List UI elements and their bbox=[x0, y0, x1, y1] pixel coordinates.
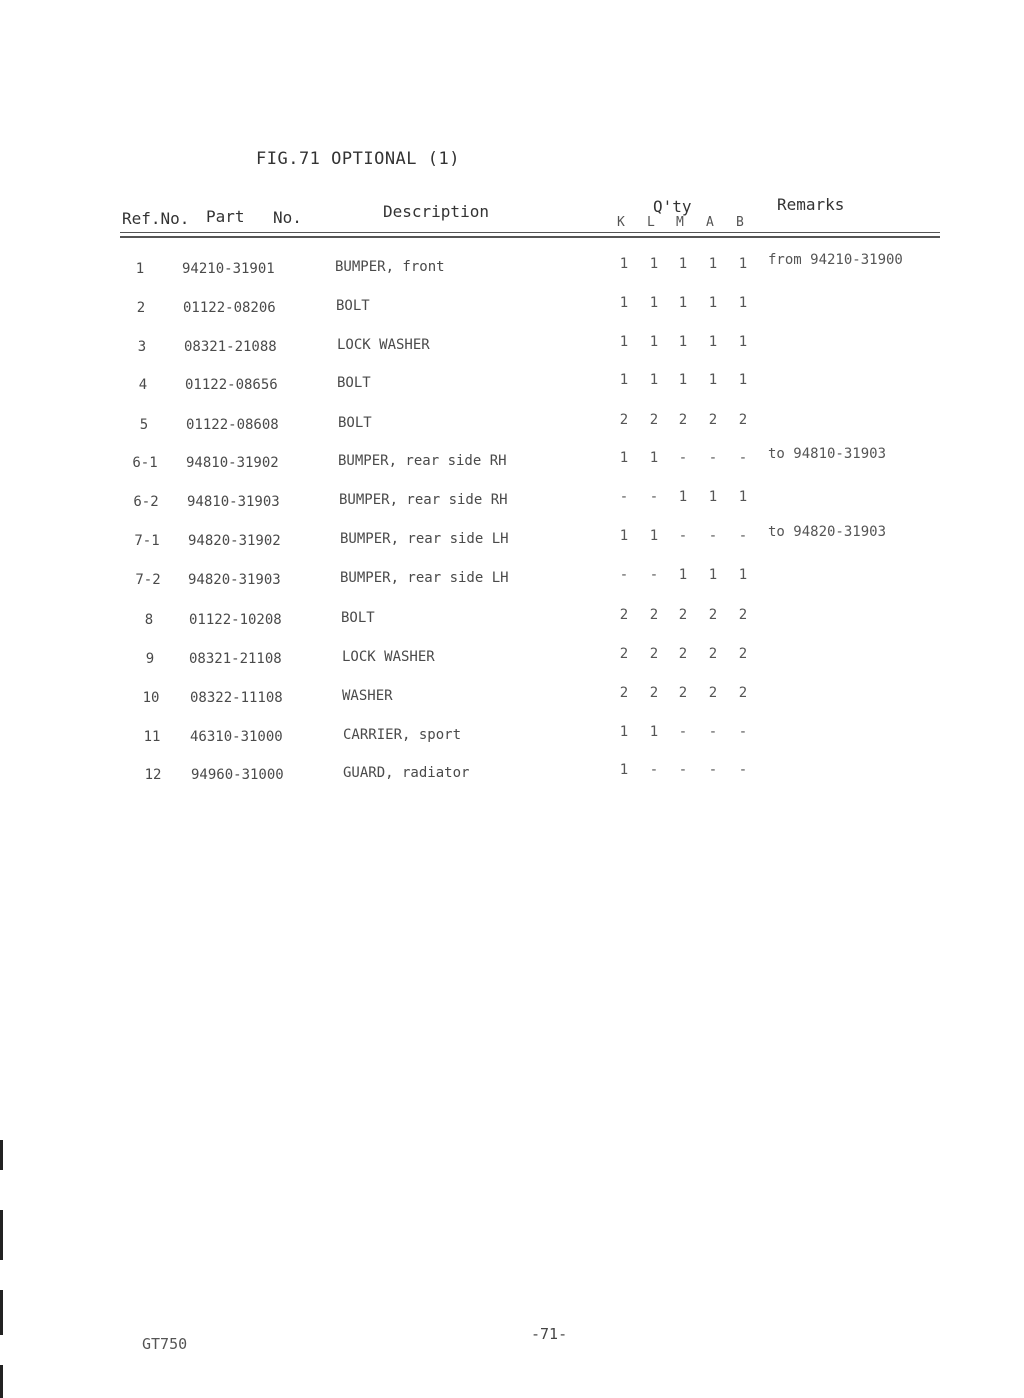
row-qty-l: - bbox=[649, 489, 659, 505]
header-qty: Q'ty bbox=[653, 197, 692, 216]
row-ref-no: 8 bbox=[144, 612, 154, 628]
row-qty-m: 1 bbox=[678, 295, 688, 311]
row-part-no: 94810-31903 bbox=[187, 494, 280, 510]
row-qty-k: 2 bbox=[619, 646, 629, 662]
row-ref-no: 9 bbox=[145, 651, 155, 667]
page-number: -71- bbox=[531, 1325, 568, 1343]
row-qty-b: 2 bbox=[738, 412, 748, 428]
row-qty-a: 1 bbox=[708, 567, 718, 583]
row-part-no: 94210-31901 bbox=[182, 261, 275, 277]
row-qty-k: 1 bbox=[619, 724, 629, 740]
row-qty-a: 1 bbox=[708, 295, 718, 311]
row-part-no: 08321-21108 bbox=[189, 651, 282, 667]
row-qty-a: - bbox=[708, 450, 718, 466]
row-qty-l: 2 bbox=[649, 412, 659, 428]
row-qty-b: 1 bbox=[738, 334, 748, 350]
row-part-no: 01122-08656 bbox=[185, 377, 278, 393]
row-description: LOCK WASHER bbox=[342, 649, 435, 665]
row-part-no: 01122-08206 bbox=[183, 300, 276, 316]
row-qty-m: - bbox=[678, 450, 688, 466]
row-qty-m: - bbox=[678, 762, 688, 778]
row-ref-no: 6-1 bbox=[132, 455, 158, 471]
row-qty-b: - bbox=[738, 724, 748, 740]
row-qty-l: 2 bbox=[649, 646, 659, 662]
row-part-no: 94810-31902 bbox=[186, 455, 279, 471]
row-qty-b: 2 bbox=[738, 646, 748, 662]
row-qty-k: 1 bbox=[619, 762, 629, 778]
row-description: BUMPER, rear side RH bbox=[338, 453, 507, 469]
row-qty-a: 2 bbox=[708, 412, 718, 428]
header-ref-no: Ref.No. bbox=[122, 209, 190, 228]
row-qty-m: 2 bbox=[678, 412, 688, 428]
row-qty-l: - bbox=[649, 762, 659, 778]
row-ref-no: 1 bbox=[135, 261, 145, 277]
row-ref-no: 10 bbox=[142, 690, 160, 706]
row-qty-b: 1 bbox=[738, 295, 748, 311]
row-qty-b: - bbox=[738, 450, 748, 466]
row-qty-a: 2 bbox=[708, 607, 718, 623]
row-ref-no: 11 bbox=[143, 729, 161, 745]
row-qty-k: 1 bbox=[619, 372, 629, 388]
row-ref-no: 4 bbox=[138, 377, 148, 393]
row-description: BOLT bbox=[337, 375, 371, 391]
row-description: CARRIER, sport bbox=[343, 727, 462, 743]
row-ref-no: 5 bbox=[139, 417, 149, 433]
row-qty-l: 1 bbox=[649, 450, 659, 466]
header-remarks: Remarks bbox=[777, 195, 845, 214]
row-part-no: 01122-10208 bbox=[189, 612, 282, 628]
row-description: LOCK WASHER bbox=[337, 337, 430, 353]
row-part-no: 46310-31000 bbox=[190, 729, 283, 745]
scan-edge-mark bbox=[0, 1365, 3, 1398]
qty-col-m: M bbox=[676, 215, 684, 230]
row-description: GUARD, radiator bbox=[343, 765, 470, 781]
row-qty-a: - bbox=[708, 724, 718, 740]
row-description: BOLT bbox=[336, 298, 370, 314]
row-qty-k: 1 bbox=[619, 528, 629, 544]
row-qty-l: 1 bbox=[649, 528, 659, 544]
row-part-no: 08322-11108 bbox=[190, 690, 283, 706]
scan-edge-mark bbox=[0, 1140, 3, 1170]
row-qty-a: - bbox=[708, 528, 718, 544]
row-qty-k: 1 bbox=[619, 450, 629, 466]
row-ref-no: 3 bbox=[137, 339, 147, 355]
qty-col-a: A bbox=[706, 215, 714, 230]
row-qty-l: - bbox=[649, 567, 659, 583]
row-ref-no: 7-2 bbox=[135, 572, 161, 588]
row-ref-no: 7-1 bbox=[134, 533, 160, 549]
row-part-no: 08321-21088 bbox=[184, 339, 277, 355]
row-description: BUMPER, rear side LH bbox=[340, 570, 509, 586]
row-description: BUMPER, front bbox=[335, 259, 445, 275]
footer-model: GT750 bbox=[142, 1335, 188, 1353]
header-rule-bottom bbox=[120, 236, 940, 238]
row-description: BOLT bbox=[341, 610, 375, 626]
row-qty-l: 1 bbox=[649, 256, 659, 272]
row-qty-b: 1 bbox=[738, 256, 748, 272]
row-qty-b: 1 bbox=[738, 489, 748, 505]
row-qty-l: 2 bbox=[649, 685, 659, 701]
row-qty-k: - bbox=[619, 567, 629, 583]
row-qty-a: 2 bbox=[708, 646, 718, 662]
row-part-no: 94960-31000 bbox=[191, 767, 284, 783]
row-description: BUMPER, rear side LH bbox=[340, 531, 509, 547]
row-qty-k: 2 bbox=[619, 607, 629, 623]
row-qty-m: 1 bbox=[678, 567, 688, 583]
row-qty-b: 1 bbox=[738, 372, 748, 388]
header-no: No. bbox=[273, 208, 302, 227]
row-qty-m: - bbox=[678, 724, 688, 740]
row-qty-b: 1 bbox=[738, 567, 748, 583]
row-part-no: 94820-31903 bbox=[188, 572, 281, 588]
row-qty-a: 1 bbox=[708, 256, 718, 272]
row-qty-a: 1 bbox=[708, 372, 718, 388]
row-qty-m: 2 bbox=[678, 607, 688, 623]
row-description: BOLT bbox=[338, 415, 372, 431]
row-qty-k: 2 bbox=[619, 685, 629, 701]
row-qty-k: 1 bbox=[619, 256, 629, 272]
row-qty-b: 2 bbox=[738, 607, 748, 623]
header-rule-top bbox=[120, 232, 940, 233]
row-qty-k: - bbox=[619, 489, 629, 505]
row-qty-b: 2 bbox=[738, 685, 748, 701]
row-qty-m: 1 bbox=[678, 256, 688, 272]
figure-title: FIG.71 OPTIONAL (1) bbox=[256, 149, 460, 169]
qty-col-b: B bbox=[736, 215, 744, 230]
row-qty-m: 2 bbox=[678, 646, 688, 662]
row-qty-a: 1 bbox=[708, 334, 718, 350]
row-qty-l: 2 bbox=[649, 607, 659, 623]
row-description: BUMPER, rear side RH bbox=[339, 492, 508, 508]
row-qty-k: 2 bbox=[619, 412, 629, 428]
qty-col-l: L bbox=[647, 215, 655, 230]
row-qty-l: 1 bbox=[649, 724, 659, 740]
row-qty-a: 2 bbox=[708, 685, 718, 701]
header-description: Description bbox=[383, 202, 489, 221]
row-qty-k: 1 bbox=[619, 295, 629, 311]
row-qty-m: 1 bbox=[678, 489, 688, 505]
row-qty-b: - bbox=[738, 528, 748, 544]
row-qty-l: 1 bbox=[649, 334, 659, 350]
row-ref-no: 12 bbox=[144, 767, 162, 783]
row-description: WASHER bbox=[342, 688, 393, 704]
row-qty-k: 1 bbox=[619, 334, 629, 350]
row-remarks: from 94210-31900 bbox=[768, 252, 903, 268]
row-part-no: 01122-08608 bbox=[186, 417, 279, 433]
row-ref-no: 6-2 bbox=[133, 494, 159, 510]
row-qty-a: 1 bbox=[708, 489, 718, 505]
row-qty-m: 1 bbox=[678, 334, 688, 350]
row-ref-no: 2 bbox=[136, 300, 146, 316]
scan-edge-mark bbox=[0, 1290, 3, 1335]
row-qty-a: - bbox=[708, 762, 718, 778]
row-qty-l: 1 bbox=[649, 372, 659, 388]
row-remarks: to 94810-31903 bbox=[768, 446, 887, 462]
qty-col-k: K bbox=[617, 215, 625, 230]
row-qty-l: 1 bbox=[649, 295, 659, 311]
header-part: Part bbox=[206, 207, 245, 226]
row-remarks: to 94820-31903 bbox=[768, 524, 887, 540]
row-part-no: 94820-31902 bbox=[188, 533, 281, 549]
scan-edge-mark bbox=[0, 1210, 3, 1260]
row-qty-m: - bbox=[678, 528, 688, 544]
row-qty-m: 2 bbox=[678, 685, 688, 701]
row-qty-b: - bbox=[738, 762, 748, 778]
row-qty-m: 1 bbox=[678, 372, 688, 388]
